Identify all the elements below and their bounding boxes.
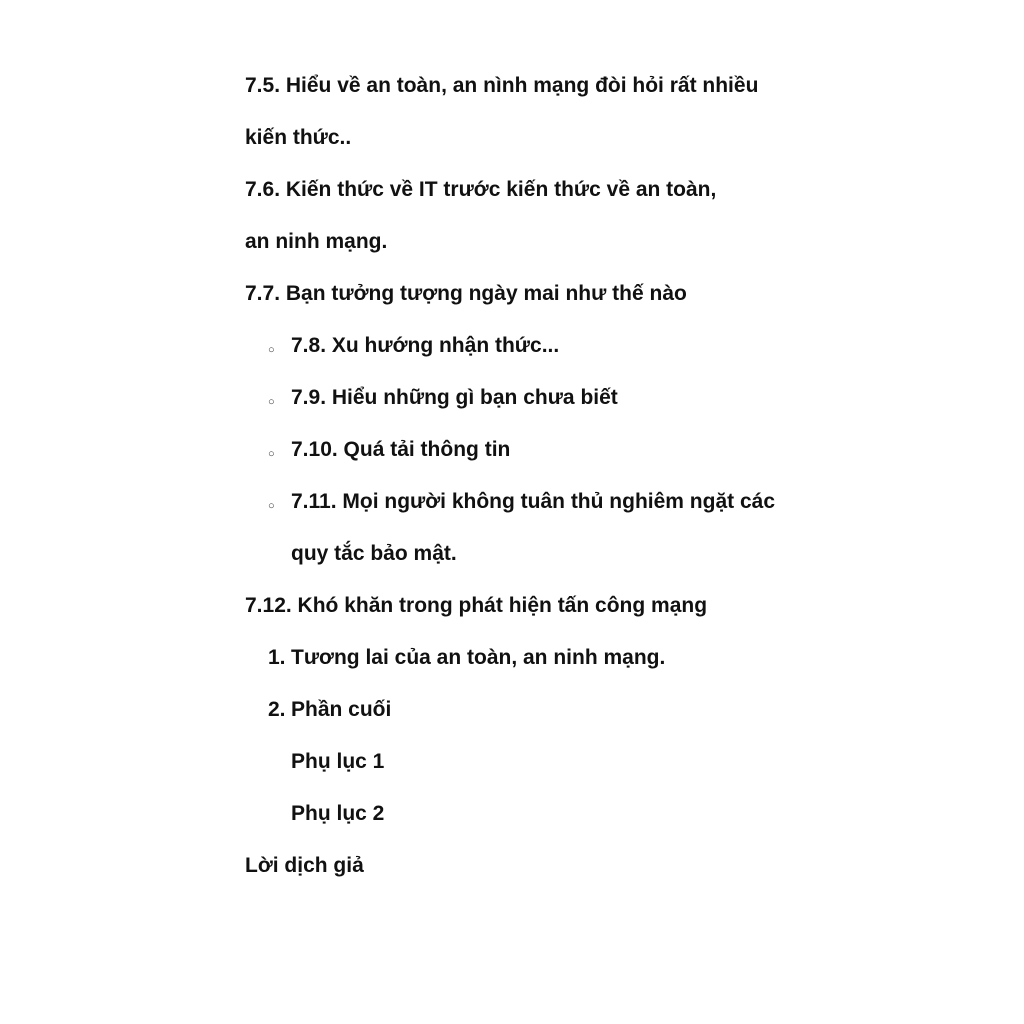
- list-number: 2.: [268, 698, 286, 721]
- toc-item-7-11: 7.11. Mọi người không tuân thủ nghiêm ngặt các: [291, 490, 776, 513]
- toc-appendix-1: Phụ lục 1: [291, 750, 385, 773]
- toc-line-7-6: 7.6. Kiến thức về IT trước kiến thức về an toàn,: [245, 178, 717, 201]
- list-number: 1.: [268, 646, 286, 669]
- toc-line-7-6-cont: an ninh mạng.: [245, 230, 388, 253]
- bullet-icon: ○: [268, 344, 275, 356]
- toc-numbered-item-1: Tương lai của an toàn, an ninh mạng.: [291, 646, 666, 669]
- bullet-icon: ○: [268, 448, 275, 460]
- toc-item-7-8: 7.8. Xu hướng nhận thức...: [291, 334, 560, 357]
- toc-line-7-7: 7.7. Bạn tưởng tượng ngày mai như thế nào: [245, 282, 687, 305]
- toc-closing: Lời dịch giả: [245, 854, 364, 877]
- bullet-icon: ○: [268, 500, 275, 512]
- toc-item-7-10: 7.10. Quá tải thông tin: [291, 438, 511, 461]
- toc-item-7-9: 7.9. Hiểu những gì bạn chưa biết: [291, 386, 618, 409]
- toc-line-7-12: 7.12. Khó khăn trong phát hiện tấn công mạng: [245, 594, 708, 617]
- toc-numbered-item-2: Phần cuối: [291, 698, 392, 721]
- toc-item-7-11-cont: quy tắc bảo mật.: [291, 542, 457, 565]
- toc-appendix-2: Phụ lục 2: [291, 802, 385, 825]
- toc-line-7-5-cont: kiến thức..: [245, 126, 352, 149]
- toc-line-7-5: 7.5. Hiểu về an toàn, an nình mạng đòi hỏi rất nhiều: [245, 74, 759, 97]
- bullet-icon: ○: [268, 396, 275, 408]
